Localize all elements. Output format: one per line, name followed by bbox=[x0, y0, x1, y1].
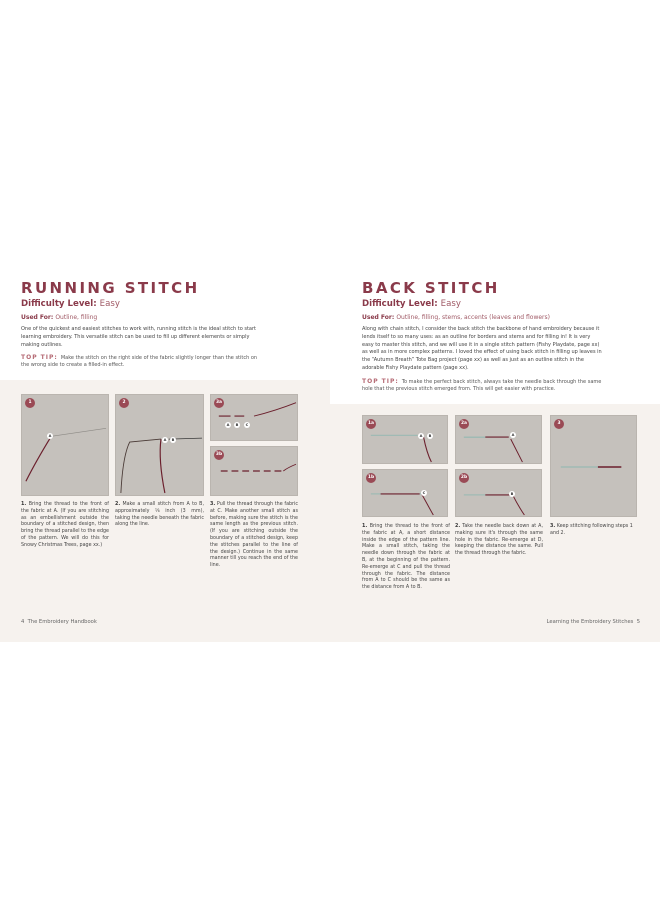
thread-illustration bbox=[22, 395, 108, 495]
step-photo-3a bbox=[210, 394, 298, 441]
section-title: Learning the Embroidery Stitches bbox=[546, 619, 634, 625]
point-marker: B bbox=[171, 438, 175, 442]
left-page bbox=[0, 262, 330, 642]
point-marker: A bbox=[163, 438, 167, 442]
step-photo-2b bbox=[455, 469, 542, 517]
book-spread bbox=[0, 262, 660, 642]
point-marker: A bbox=[226, 423, 230, 427]
step-photo-1a bbox=[362, 415, 448, 464]
thread-illustration bbox=[551, 416, 636, 516]
step-text-2: 2. Take the needle back down at A, making sure it's through the same hole in the fabric. Re-emerge at D, keeping the distance the same. Pull the thread through the fabric. bbox=[455, 524, 543, 557]
point-marker: B bbox=[235, 423, 239, 427]
step-photo-2a bbox=[455, 415, 542, 464]
page-title: RUNNING STITCH bbox=[21, 279, 200, 297]
step-text-3: 3. Keep stitching following steps 1 and 2. bbox=[550, 524, 633, 536]
step-badge: 2 bbox=[119, 398, 129, 408]
point-marker: B bbox=[428, 434, 432, 438]
book-title: The Embroidery Handbook bbox=[27, 619, 97, 625]
point-marker: A bbox=[511, 433, 515, 437]
page-footer bbox=[21, 619, 97, 625]
step-text-2: 2. Make a small stitch from A to B, approximately ⅛ inch (3 mm), taking the needle beneath the fabric along the line. bbox=[115, 502, 204, 528]
step-badge: 1 bbox=[25, 398, 35, 408]
top-tip: TOP TIP: To make the perfect back stitch, always take the needle back through the same hole that the previous stitch emerged from. This will get easier with practice. bbox=[362, 378, 602, 393]
thread-illustration bbox=[116, 395, 203, 495]
step-text-1: 1. Bring the thread to the front of the fabric at A, a short distance inside the edge of the pattern line. Make a small stitch, taking the needle down through the fabric at B, at the beginning of the pattern. Re-emerge at C and pull the thread through the fabric. The distance from A to C should be the same as the distance from A to B. bbox=[362, 524, 450, 591]
step-badge: 1b bbox=[366, 473, 376, 483]
difficulty-level: Difficulty Level: Easy bbox=[362, 299, 461, 309]
step-photo-3 bbox=[550, 415, 637, 517]
intro-paragraph: Along with chain stitch, I consider the back stitch the backbone of hand embroidery because it lends itself to so many uses: as an outline for borders and stems and for filling in! It is very easy to master this stitch, and we will use it in a single stitch pattern (Fishy Playdate, page xx) as well as in more complex patterns. I loved the effect of using back stitch in filling up leaves in the “Autumn Breath” Tote Bag project (page xx) as well as just as an outline stitch in the adorable Fishy Playdate pattern (page xx). bbox=[362, 326, 602, 371]
step-photo-1b bbox=[362, 469, 448, 517]
point-marker: B bbox=[510, 492, 514, 496]
step-text-1: 1. Bring the thread to the front of the fabric at A. (If you are stitching as an embellishment outside the boundary of a stitched design, then bring the thread parallel to the edge of the pattern. We will do this for Snowy Christmas Trees, page xx.) bbox=[21, 502, 109, 548]
used-for: Used For: Outline, filling bbox=[21, 314, 98, 321]
page-number: 4 bbox=[21, 619, 25, 625]
point-marker: C bbox=[245, 423, 249, 427]
step-badge: 3b bbox=[214, 450, 224, 460]
page-title: BACK STITCH bbox=[362, 279, 500, 297]
step-photo-2 bbox=[115, 394, 204, 496]
point-marker: C bbox=[422, 491, 426, 495]
page-number: 5 bbox=[636, 619, 640, 625]
difficulty-level: Difficulty Level: Easy bbox=[21, 299, 120, 309]
step-badge: 1a bbox=[366, 419, 376, 429]
step-photo-1 bbox=[21, 394, 109, 496]
step-badge: 3 bbox=[554, 419, 564, 429]
right-page bbox=[330, 262, 660, 642]
step-badge: 2b bbox=[459, 473, 469, 483]
used-for: Used For: Outline, filling, stems, accents (leaves and flowers) bbox=[362, 314, 550, 321]
point-marker: A bbox=[419, 434, 423, 438]
step-photo-3b bbox=[210, 446, 298, 496]
step-badge: 2a bbox=[459, 419, 469, 429]
point-marker: A bbox=[48, 434, 52, 438]
step-badge: 3a bbox=[214, 398, 224, 408]
intro-paragraph: One of the quickest and easiest stitches to work with, running stitch is the ideal stitch to start learning embroidery. This versatile stitch can be used to fill up different elements or simply making outlines. bbox=[21, 326, 256, 348]
page-footer bbox=[547, 619, 640, 625]
step-text-3: 3. Pull the thread through the fabric at C. Make another small stitch as before, making sure the stitch is the same length as the previous stitch. (If you are stitching outside the boundary of a stitched design, keep the stitches parallel to the line of the design.) Continue in the same manner till you reach the end of the line. bbox=[210, 502, 298, 569]
top-tip: TOP TIP: Make the stitch on the right side of the fabric slightly longer than the stitch on the wrong side to create a filled-in effect. bbox=[21, 354, 258, 369]
